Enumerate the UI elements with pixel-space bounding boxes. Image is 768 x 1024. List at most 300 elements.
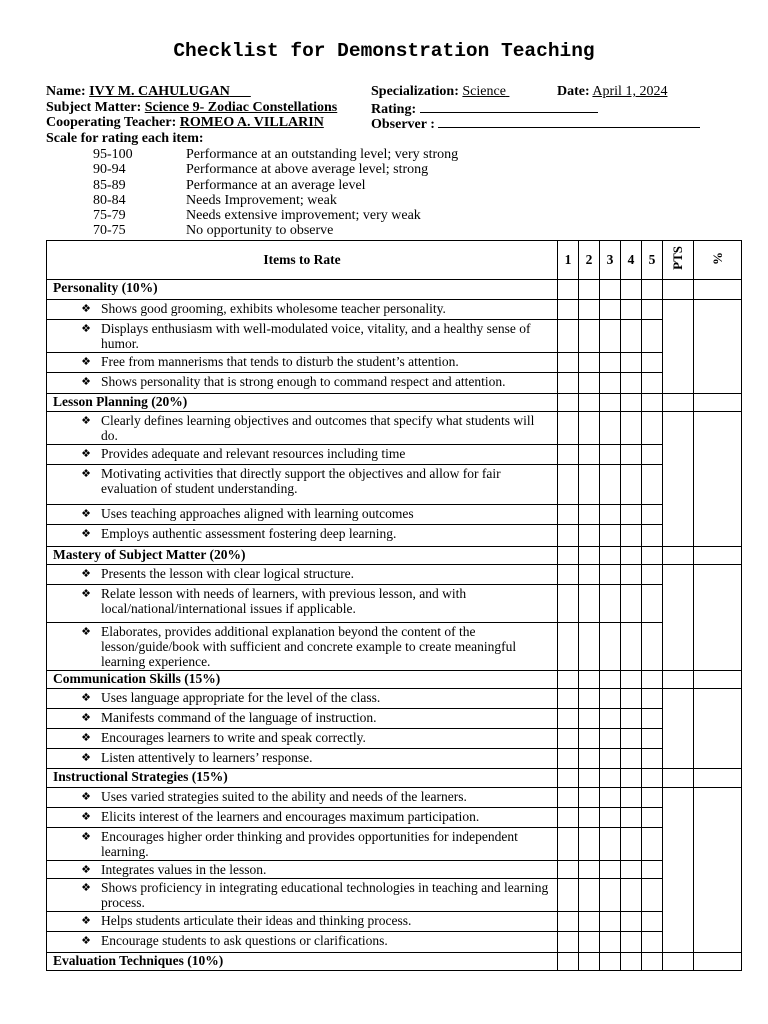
observer-field [371, 115, 700, 133]
specialization-label: Specialization: [371, 84, 459, 99]
rating-cell-3[interactable] [600, 861, 621, 879]
rating-blank[interactable] [420, 100, 598, 113]
checklist-item-row [47, 828, 742, 861]
rating-cell-2[interactable] [579, 412, 600, 445]
date-value: April 1, 2024 [592, 84, 668, 99]
percent-header: % [694, 241, 742, 280]
rating-cell-4[interactable] [621, 525, 642, 547]
item-cell [47, 912, 558, 932]
checklist-item-row [47, 709, 742, 729]
section-row [47, 769, 742, 788]
pts-cell [663, 671, 694, 689]
rating-cell-1[interactable] [558, 932, 579, 953]
rating-cell-2[interactable] [579, 525, 600, 547]
scale-description: No opportunity to observe [186, 223, 334, 239]
rating-cell-2[interactable] [579, 585, 600, 623]
rating-cell-2[interactable] [579, 749, 600, 769]
rating-cell-1[interactable] [558, 445, 579, 465]
rating-cell-4[interactable] [621, 912, 642, 932]
item-text: Encourage students to ask questions or clarifications. [101, 933, 388, 948]
checklist-item-row [47, 729, 742, 749]
percent-cell[interactable] [694, 300, 742, 394]
item-cell [47, 565, 558, 585]
rating-cell [579, 953, 600, 971]
rating-cell-3[interactable] [600, 465, 621, 505]
diamond-bullet-icon: ❖ [81, 881, 91, 894]
item-text: Encourages higher order thinking and provides opportunities for independent learning. [101, 829, 518, 859]
col-5-header: 5 [642, 241, 663, 280]
rating-cell-3[interactable] [600, 689, 621, 709]
checklist-item-row [47, 932, 742, 953]
checklist-table [46, 240, 742, 971]
scale-range: 90-94 [93, 162, 126, 178]
item-cell [47, 879, 558, 912]
rating-cell [600, 953, 621, 971]
percent-cell[interactable] [694, 689, 742, 769]
teacher-field [46, 115, 324, 131]
rating-cell [579, 769, 600, 788]
rating-cell-3[interactable] [600, 565, 621, 585]
page-title: Checklist for Demonstration Teaching [173, 40, 595, 62]
rating-cell-4[interactable] [621, 353, 642, 373]
item-text: Provides adequate and relevant resources including time [101, 446, 406, 461]
name-label: Name: [46, 84, 86, 99]
section-row [47, 671, 742, 689]
rating-cell-4[interactable] [621, 861, 642, 879]
section-title: Evaluation Techniques (10%) [47, 953, 558, 971]
rating-cell-3[interactable] [600, 828, 621, 861]
item-cell [47, 749, 558, 769]
checklist-item-row [47, 412, 742, 445]
table-header-row [47, 241, 742, 280]
rating-scale [93, 147, 458, 239]
rating-cell [642, 671, 663, 689]
rating-cell-1[interactable] [558, 412, 579, 445]
item-text: Employs authentic assessment fostering deep learning. [101, 526, 397, 541]
diamond-bullet-icon: ❖ [81, 691, 91, 704]
date-label: Date: [557, 84, 590, 99]
item-cell [47, 861, 558, 879]
rating-cell-4[interactable] [621, 565, 642, 585]
rating-cell-3[interactable] [600, 525, 621, 547]
rating-cell-4[interactable] [621, 320, 642, 353]
diamond-bullet-icon: ❖ [81, 711, 91, 724]
rating-cell-1[interactable] [558, 320, 579, 353]
rating-cell-2[interactable] [579, 505, 600, 525]
diamond-bullet-icon: ❖ [81, 322, 91, 335]
rating-cell-1[interactable] [558, 729, 579, 749]
scale-row [93, 193, 458, 208]
item-cell [47, 353, 558, 373]
checklist-item-row [47, 373, 742, 394]
pts-cell[interactable] [663, 689, 694, 769]
rating-cell-2[interactable] [579, 709, 600, 729]
item-text: Encourages learners to write and speak correctly. [101, 730, 366, 745]
item-cell [47, 505, 558, 525]
diamond-bullet-icon: ❖ [81, 567, 91, 580]
rating-cell-3[interactable] [600, 412, 621, 445]
checklist-item-row [47, 808, 742, 828]
rating-cell-1[interactable] [558, 565, 579, 585]
rating-cell-4[interactable] [621, 788, 642, 808]
date-field [557, 84, 667, 100]
rating-cell-4[interactable] [621, 412, 642, 445]
diamond-bullet-icon: ❖ [81, 625, 91, 638]
checklist-item-row [47, 788, 742, 808]
rating-cell-4[interactable] [621, 932, 642, 953]
diamond-bullet-icon: ❖ [81, 863, 91, 876]
rating-cell [558, 394, 579, 412]
rating-cell-5[interactable] [642, 353, 663, 373]
rating-cell-2[interactable] [579, 828, 600, 861]
rating-cell-5[interactable] [642, 623, 663, 671]
item-cell [47, 412, 558, 445]
name-value: IVY M. CAHULUGAN [89, 84, 230, 99]
item-cell [47, 623, 558, 671]
rating-cell-5[interactable] [642, 465, 663, 505]
rating-cell-1[interactable] [558, 788, 579, 808]
rating-cell-1[interactable] [558, 623, 579, 671]
rating-cell [600, 547, 621, 565]
rating-cell-3[interactable] [600, 445, 621, 465]
rating-cell-4[interactable] [621, 373, 642, 394]
rating-cell-2[interactable] [579, 689, 600, 709]
diamond-bullet-icon: ❖ [81, 731, 91, 744]
rating-cell-2[interactable] [579, 300, 600, 320]
item-cell [47, 788, 558, 808]
item-text: Shows proficiency in integrating educational technologies in teaching and learning process. [101, 880, 549, 910]
checklist-item-row [47, 879, 742, 912]
rating-cell-3[interactable] [600, 353, 621, 373]
diamond-bullet-icon: ❖ [81, 467, 91, 480]
rating-cell [579, 394, 600, 412]
scale-heading: Scale for rating each item: [46, 131, 204, 146]
rating-cell-3[interactable] [600, 320, 621, 353]
item-text: Manifests command of the language of instruction. [101, 710, 377, 725]
rating-cell-5[interactable] [642, 861, 663, 879]
checklist-item-row [47, 353, 742, 373]
specialization-field [371, 84, 509, 100]
rating-cell-3[interactable] [600, 788, 621, 808]
rating-cell-5[interactable] [642, 828, 663, 861]
pts-cell[interactable] [663, 788, 694, 953]
item-text: Presents the lesson with clear logical structure. [101, 566, 355, 581]
section-title: Mastery of Subject Matter (20%) [47, 547, 558, 565]
item-text: Shows good grooming, exhibits wholesome teacher personality. [101, 301, 446, 316]
rating-cell [621, 394, 642, 412]
rating-cell-2[interactable] [579, 729, 600, 749]
scale-row [93, 208, 458, 223]
rating-cell-5[interactable] [642, 808, 663, 828]
diamond-bullet-icon: ❖ [81, 355, 91, 368]
pts-cell [663, 394, 694, 412]
item-cell [47, 828, 558, 861]
rating-cell-1[interactable] [558, 879, 579, 912]
scale-row [93, 178, 458, 193]
pts-header: PTS [663, 241, 694, 280]
teacher-label: Cooperating Teacher: [46, 115, 177, 130]
rating-cell-5[interactable] [642, 709, 663, 729]
rating-cell-5[interactable] [642, 932, 663, 953]
rating-cell-1[interactable] [558, 505, 579, 525]
rating-cell-1[interactable] [558, 912, 579, 932]
rating-cell-4[interactable] [621, 828, 642, 861]
rating-cell [600, 280, 621, 300]
rating-cell-2[interactable] [579, 879, 600, 912]
scale-description: Performance at above average level; strong [186, 162, 429, 178]
rating-cell-2[interactable] [579, 353, 600, 373]
col-2-header: 2 [579, 241, 600, 280]
rating-cell-2[interactable] [579, 373, 600, 394]
item-cell [47, 689, 558, 709]
item-cell [47, 373, 558, 394]
scale-range: 80-84 [93, 192, 126, 208]
rating-cell-5[interactable] [642, 729, 663, 749]
item-text: Elicits interest of the learners and encourages maximum participation. [101, 809, 480, 824]
rating-cell-2[interactable] [579, 320, 600, 353]
rating-cell-5[interactable] [642, 373, 663, 394]
percent-cell [694, 769, 742, 788]
section-title: Lesson Planning (20%) [47, 394, 558, 412]
rating-cell-5[interactable] [642, 749, 663, 769]
percent-cell [694, 671, 742, 689]
pts-cell[interactable] [663, 565, 694, 671]
item-cell [47, 709, 558, 729]
percent-cell[interactable] [694, 412, 742, 547]
rating-cell-1[interactable] [558, 353, 579, 373]
rating-cell-5[interactable] [642, 879, 663, 912]
rating-cell-4[interactable] [621, 623, 642, 671]
col-3-header: 3 [600, 241, 621, 280]
checklist-item-row [47, 623, 742, 671]
scale-row [93, 147, 458, 162]
item-text: Relate lesson with needs of learners, with previous lesson, and with local/national/international issues if applicable. [101, 586, 467, 616]
rating-cell-4[interactable] [621, 808, 642, 828]
rating-cell-1[interactable] [558, 373, 579, 394]
rating-cell [579, 671, 600, 689]
diamond-bullet-icon: ❖ [81, 914, 91, 927]
diamond-bullet-icon: ❖ [81, 587, 91, 600]
specialization-value: Science [462, 84, 506, 99]
scale-description: Performance at an average level [186, 177, 366, 193]
scale-description: Needs extensive improvement; very weak [186, 208, 421, 224]
rating-cell-4[interactable] [621, 749, 642, 769]
scale-description: Performance at an outstanding level; very strong [186, 147, 459, 162]
percent-cell [694, 280, 742, 300]
scale-range: 70-75 [93, 223, 126, 239]
rating-cell [621, 671, 642, 689]
diamond-bullet-icon: ❖ [81, 507, 91, 520]
diamond-bullet-icon: ❖ [81, 527, 91, 540]
rating-cell-2[interactable] [579, 445, 600, 465]
rating-cell-3[interactable] [600, 879, 621, 912]
checklist-item-row [47, 320, 742, 353]
rating-cell [621, 280, 642, 300]
rating-cell-3[interactable] [600, 912, 621, 932]
rating-cell-1[interactable] [558, 585, 579, 623]
item-text: Uses language appropriate for the level of the class. [101, 690, 381, 705]
pts-cell [663, 547, 694, 565]
diamond-bullet-icon: ❖ [81, 414, 91, 427]
rating-cell-2[interactable] [579, 788, 600, 808]
rating-cell-2[interactable] [579, 808, 600, 828]
rating-cell [600, 769, 621, 788]
checklist-item-row [47, 689, 742, 709]
col-4-header: 4 [621, 241, 642, 280]
rating-cell-4[interactable] [621, 879, 642, 912]
item-cell [47, 808, 558, 828]
rating-cell [558, 280, 579, 300]
diamond-bullet-icon: ❖ [81, 751, 91, 764]
rating-cell-4[interactable] [621, 465, 642, 505]
rating-cell-5[interactable] [642, 565, 663, 585]
section-row [47, 394, 742, 412]
rating-cell-5[interactable] [642, 445, 663, 465]
rating-cell-3[interactable] [600, 505, 621, 525]
item-text: Integrates values in the lesson. [101, 862, 267, 877]
rating-cell [558, 953, 579, 971]
percent-cell[interactable] [694, 565, 742, 671]
name-field [46, 84, 251, 100]
item-cell [47, 729, 558, 749]
rating-cell-3[interactable] [600, 709, 621, 729]
subject-label: Subject Matter: [46, 100, 142, 115]
rating-cell-1[interactable] [558, 808, 579, 828]
rating-cell-4[interactable] [621, 505, 642, 525]
rating-cell-2[interactable] [579, 932, 600, 953]
section-row [47, 547, 742, 565]
rating-cell-1[interactable] [558, 749, 579, 769]
rating-cell [558, 547, 579, 565]
rating-cell [621, 769, 642, 788]
rating-cell-5[interactable] [642, 505, 663, 525]
observer-label: Observer : [371, 117, 435, 132]
checklist-item-row [47, 445, 742, 465]
checklist-item-row [47, 749, 742, 769]
diamond-bullet-icon: ❖ [81, 375, 91, 388]
rating-cell-2[interactable] [579, 565, 600, 585]
item-cell [47, 932, 558, 953]
item-text: Uses teaching approaches aligned with learning outcomes [101, 506, 414, 521]
rating-cell-1[interactable] [558, 689, 579, 709]
rating-cell-4[interactable] [621, 300, 642, 320]
section-row [47, 953, 742, 971]
col-1-header: 1 [558, 241, 579, 280]
scale-description: Needs Improvement; weak [186, 192, 337, 208]
rating-cell-1[interactable] [558, 300, 579, 320]
rating-cell-3[interactable] [600, 373, 621, 394]
pts-cell [663, 280, 694, 300]
rating-cell-5[interactable] [642, 412, 663, 445]
rating-cell-2[interactable] [579, 623, 600, 671]
diamond-bullet-icon: ❖ [81, 810, 91, 823]
rating-cell-3[interactable] [600, 300, 621, 320]
rating-label: Rating: [371, 102, 417, 117]
rating-cell-4[interactable] [621, 729, 642, 749]
section-title: Personality (10%) [47, 280, 558, 300]
rating-cell-5[interactable] [642, 320, 663, 353]
item-text: Elaborates, provides additional explanation beyond the content of the lesson/guide/book with sufficient and concrete example to create meaningful learning experience. [101, 624, 517, 669]
pts-cell[interactable] [663, 300, 694, 394]
percent-cell [694, 953, 742, 971]
rating-cell-1[interactable] [558, 828, 579, 861]
diamond-bullet-icon: ❖ [81, 302, 91, 315]
item-text: Displays enthusiasm with well-modulated voice, vitality, and a healthy sense of humor. [101, 321, 531, 351]
rating-cell-5[interactable] [642, 300, 663, 320]
rating-cell-1[interactable] [558, 525, 579, 547]
item-text: Clearly defines learning objectives and outcomes that specify what students will do. [101, 413, 535, 443]
items-header: Items to Rate [47, 241, 558, 280]
section-title: Instructional Strategies (15%) [47, 769, 558, 788]
diamond-bullet-icon: ❖ [81, 447, 91, 460]
rating-cell-3[interactable] [600, 932, 621, 953]
item-text: Free from mannerisms that tends to disturb the student’s attention. [101, 354, 459, 369]
item-cell [47, 300, 558, 320]
rating-cell-4[interactable] [621, 689, 642, 709]
rating-cell-5[interactable] [642, 689, 663, 709]
rating-cell [642, 953, 663, 971]
rating-cell-2[interactable] [579, 861, 600, 879]
rating-cell-5[interactable] [642, 788, 663, 808]
rating-cell [642, 280, 663, 300]
rating-cell [642, 769, 663, 788]
checklist-item-row [47, 505, 742, 525]
rating-cell [621, 547, 642, 565]
diamond-bullet-icon: ❖ [81, 790, 91, 803]
scale-row [93, 223, 458, 238]
rating-cell [558, 671, 579, 689]
section-row [47, 280, 742, 300]
rating-cell [579, 280, 600, 300]
item-cell [47, 320, 558, 353]
item-text: Helps students articulate their ideas and thinking process. [101, 913, 412, 928]
observer-blank[interactable] [438, 115, 700, 128]
subject-value: Science 9- Zodiac Constellations [144, 100, 338, 115]
rating-cell-2[interactable] [579, 912, 600, 932]
pts-cell [663, 953, 694, 971]
pts-cell[interactable] [663, 412, 694, 547]
rating-cell-3[interactable] [600, 585, 621, 623]
rating-cell [621, 953, 642, 971]
rating-cell-1[interactable] [558, 709, 579, 729]
rating-cell-4[interactable] [621, 585, 642, 623]
item-text: Uses varied strategies suited to the ability and needs of the learners. [101, 789, 467, 804]
rating-cell-3[interactable] [600, 729, 621, 749]
checklist-item-row [47, 912, 742, 932]
rating-cell [558, 769, 579, 788]
rating-cell-1[interactable] [558, 465, 579, 505]
rating-cell-4[interactable] [621, 445, 642, 465]
rating-cell [600, 671, 621, 689]
rating-cell-3[interactable] [600, 749, 621, 769]
rating-cell-3[interactable] [600, 623, 621, 671]
percent-cell[interactable] [694, 788, 742, 953]
rating-cell-4[interactable] [621, 709, 642, 729]
rating-cell-5[interactable] [642, 912, 663, 932]
rating-cell-3[interactable] [600, 808, 621, 828]
section-title: Communication Skills (15%) [47, 671, 558, 689]
checklist-item-row [47, 300, 742, 320]
rating-cell-5[interactable] [642, 525, 663, 547]
item-cell [47, 465, 558, 505]
rating-cell-2[interactable] [579, 465, 600, 505]
item-text: Listen attentively to learners’ response. [101, 750, 313, 765]
rating-cell-5[interactable] [642, 585, 663, 623]
checklist-item-row [47, 525, 742, 547]
rating-cell-1[interactable] [558, 861, 579, 879]
item-cell [47, 525, 558, 547]
checklist-item-row [47, 565, 742, 585]
